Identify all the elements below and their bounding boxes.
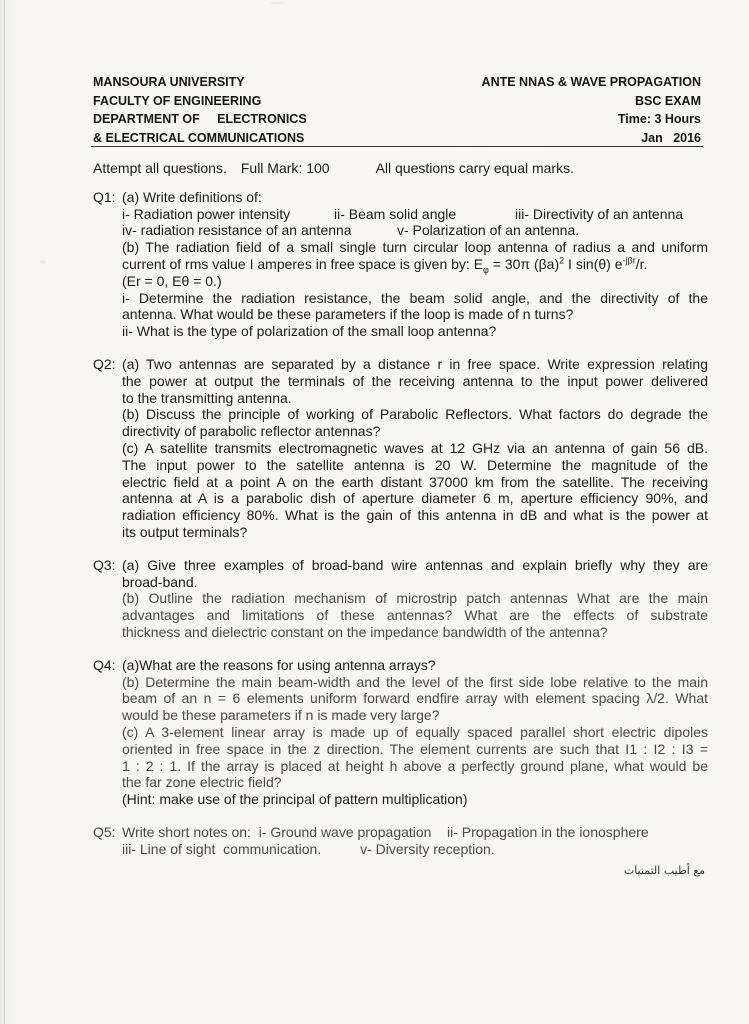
question-line: (b) Discuss the principle of working of Parabolic Reflectors. What factors do degrade the	[122, 406, 708, 423]
definitions-row	[122, 222, 708, 239]
question-line: radiation efficiency 80%. What is the gain of this antenna in dB and what is the power at	[122, 507, 708, 524]
header-institution	[93, 73, 307, 147]
instruction-attempt: Attempt all questions.	[93, 160, 227, 176]
definition-item: ii- Beam solid angle	[334, 205, 457, 222]
question-line-formula: current of rms value I amperes in free space is given by: $E_\varphi = 30\pi$ $(\beta a)^2$ I sin(θ) $e^{-j\beta r}/r$.	[122, 255, 648, 275]
scan-edge	[4, 0, 5, 1024]
question-line: (a) Two antennas are separated by a distance r in free space. Write expression relating	[122, 355, 708, 372]
faculty-name: FACULTY OF ENGINEERING	[93, 93, 262, 108]
instruction-equal-marks: All questions carry equal marks.	[375, 160, 574, 176]
question-line: ii- What is the type of polarization of the small loop antenna?	[122, 323, 497, 340]
question-3	[93, 557, 708, 641]
question-line: the far zone electric field?	[122, 774, 282, 791]
question-line: (Er = 0, Eθ = 0.)	[122, 272, 222, 289]
department-name-cont: & ELECTRICAL COMMUNICATIONS	[93, 130, 305, 145]
question-line: the power at output the terminals of the receiving antenna to the input power delivered	[122, 372, 708, 389]
question-line: Write short notes on: i- Ground wave propagation ii- Propagation in the ionosphere	[122, 823, 649, 840]
definitions-row	[122, 206, 708, 223]
definition-item: i- Radiation power intensity	[122, 205, 291, 222]
question-4	[93, 657, 708, 808]
question-line: 1 : 2 : 1. If the array is placed at height h above a perfectly ground plane, what would be	[122, 757, 708, 774]
exam-duration: Time: 3 Hours	[617, 112, 701, 126]
question-line: (b) The radiation field of a small single turn circular loop antenna of radius a and uniform	[122, 239, 708, 256]
question-line: (a) Write definitions of:	[122, 188, 262, 205]
question-line: (Hint: make use of the principal of pattern multiplication)	[122, 791, 468, 808]
definition-item: iv- radiation resistance of an antenna	[122, 222, 352, 239]
header-exam-info	[482, 73, 701, 147]
question-line: (b) Outline the radiation mechanism of microstrip patch antennas What are the main	[122, 590, 708, 607]
scan-speck	[270, 2, 284, 4]
question-line: antenna. What would be these parameters if the loop is made of n turns?	[122, 306, 574, 323]
question-line: electric field at a point A on the earth distant 37000 km from the satellite. The receiving	[122, 473, 708, 490]
question-number: Q5:	[93, 823, 116, 840]
definition-item: iii- Directivity of an antenna	[515, 205, 684, 222]
question-line: (a)What are the reasons for using antenna arrays?	[122, 656, 436, 673]
question-line: advantages and limitations of these antennas? What are the effects of substrate	[122, 607, 708, 624]
exam-body	[93, 160, 708, 873]
question-line: beam of an n = 6 elements uniform forward endfire array with element spacing λ/2. What	[122, 690, 708, 707]
question-line: oriented in free space in the z direction. The element currents are such that I1 : I2 : I3 =	[122, 740, 708, 757]
exam-date: Jan 2016	[641, 130, 701, 145]
question-line: to the transmitting antenna.	[122, 389, 292, 406]
question-line: (c) A satellite transmits electromagnetic waves at 12 GHz via an antenna of gain 56 dB.	[122, 439, 708, 456]
scan-speck	[40, 260, 46, 264]
question-line: would be these parameters if n is made very large?	[122, 707, 440, 724]
question-line: (c) A 3-element linear array is made up of equally spaced parallel short electric dipoles	[122, 723, 708, 740]
definition-item: v- Polarization of an antenna.	[397, 222, 580, 239]
department-name: DEPARTMENT OF ELECTRONICS	[93, 112, 307, 126]
question-1	[93, 189, 708, 340]
exam-type: BSC EXAM	[635, 93, 701, 108]
university-name: MANSOURA UNIVERSITY	[93, 75, 245, 89]
question-line: its output terminals?	[122, 523, 248, 540]
question-5	[93, 824, 708, 858]
question-line: antenna at A is a parabolic dish of aperture diameter 6 m, aperture efficiency 90%, and	[122, 490, 708, 507]
question-line: (b) Determine the main beam-width and the level of the first side lobe relative to the main	[122, 673, 708, 690]
question-line: iii- Line of sight communication. v- Diversity reception.	[122, 840, 495, 857]
closing-wishes: مع أطيب التمنيات	[623, 864, 705, 877]
question-number: Q2:	[93, 355, 116, 372]
question-line: (a) Give three examples of broad-band wire antennas and explain briefly why they are	[122, 556, 708, 573]
question-number: Q3:	[93, 556, 116, 573]
question-line: thickness and dielectric constant on the impedance bandwidth of the antenna?	[122, 623, 608, 640]
header-divider	[91, 146, 703, 147]
question-line: broad-band.	[122, 573, 198, 590]
question-line: directivity of parabolic reflector antennas?	[122, 423, 381, 440]
course-title: ANTE NNAS & WAVE PROPAGATION	[481, 75, 701, 89]
instruction-full-mark: Full Mark: 100	[240, 160, 330, 176]
question-line: The input power to the satellite antenna is 20 W. Determine the magnitude of the	[122, 456, 708, 473]
instructions	[93, 160, 708, 177]
question-number: Q4:	[93, 656, 116, 673]
question-line: i- Determine the radiation resistance, the beam solid angle, and the directivity of the	[122, 289, 708, 306]
question-number: Q1:	[93, 188, 116, 205]
question-2	[93, 356, 708, 541]
